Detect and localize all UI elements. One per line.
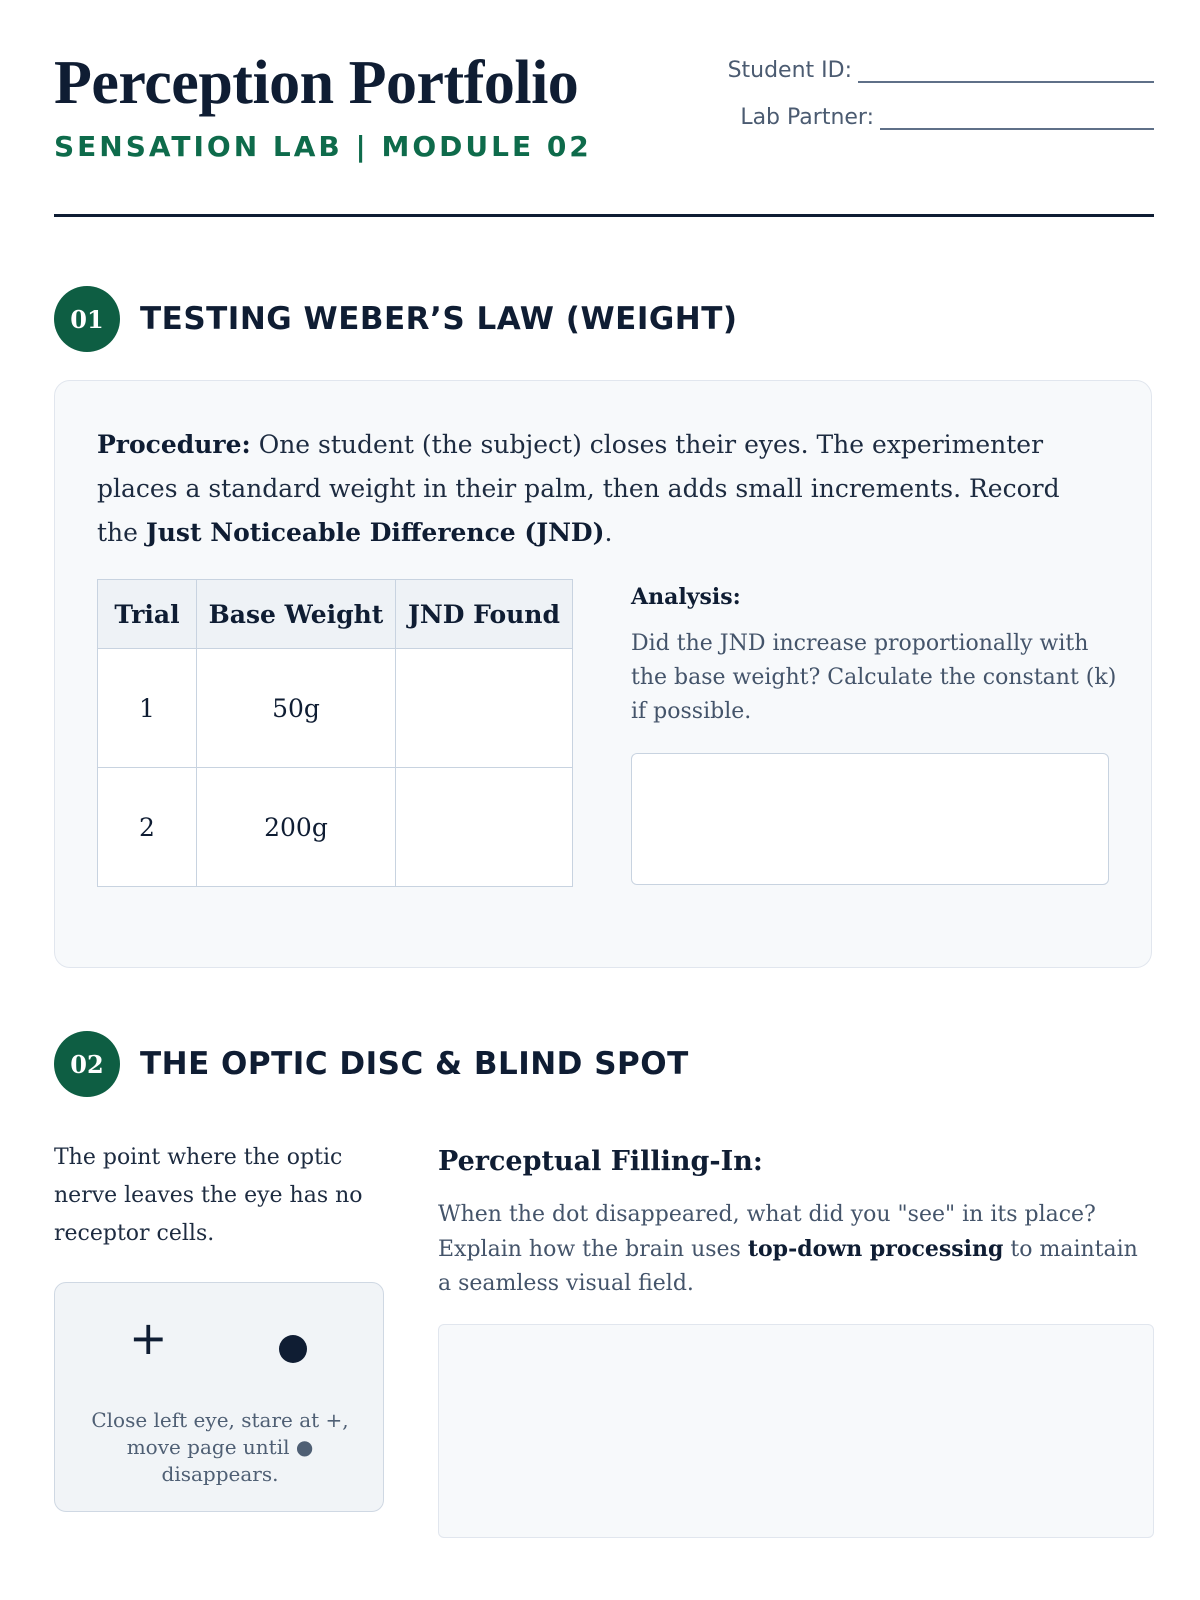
section-1-header — [54, 286, 738, 352]
trial-cell: 2 — [98, 768, 197, 887]
analysis-label: Analysis: — [631, 584, 741, 610]
trial-cell: 1 — [98, 649, 197, 768]
filling-in-term: top-down processing — [747, 1236, 1004, 1262]
section-title: THE OPTIC DISC & BLIND SPOT — [140, 1046, 689, 1082]
demo-caption: Close left eye, stare at +, move page until ● disappears. — [91, 1408, 349, 1486]
procedure-text — [97, 423, 1107, 555]
blind-spot-demo-card — [54, 1282, 384, 1512]
filling-in-title: Perceptual Filling-In: — [438, 1146, 763, 1177]
lab-partner-field[interactable] — [880, 108, 1154, 130]
column-header: JND Found — [396, 580, 573, 649]
filling-in-answer-box[interactable] — [438, 1324, 1154, 1538]
lab-partner-label: Lab Partner: — [740, 105, 874, 130]
student-id-field[interactable] — [858, 61, 1154, 83]
jnd-found-cell[interactable] — [396, 768, 573, 887]
column-header: Trial — [98, 580, 197, 649]
column-header: Base Weight — [197, 580, 396, 649]
optic-disc-description: The point where the optic nerve leaves the eye has no receptor cells. — [54, 1145, 363, 1246]
lab-partner-row — [740, 105, 1154, 130]
filling-in-text-2: to maintain a seamless visual field. — [438, 1237, 1138, 1296]
header-divider — [54, 214, 1154, 217]
section-2-header — [54, 1031, 689, 1097]
page-subtitle: SENSATION LAB | MODULE 02 — [54, 130, 592, 163]
procedure-body: One student (the subject) closes their eyes. The experimenter places a standard weight in their palm, then adds small increments. Record the — [97, 430, 1060, 547]
procedure-label: Procedure: — [97, 430, 251, 459]
base-weight-cell: 50g — [197, 649, 396, 768]
table-row — [98, 768, 573, 887]
filling-in-text-1: When the dot disappeared, what did you "see" in its place? Explain how the brain uses — [438, 1202, 1096, 1262]
base-weight-cell: 200g — [197, 768, 396, 887]
table-row — [98, 649, 573, 768]
table-header-row — [98, 580, 573, 649]
procedure-term: Just Noticeable Difference (JND) — [145, 518, 605, 547]
analysis-answer-box[interactable] — [631, 753, 1109, 885]
section-number-badge: 02 — [54, 1031, 120, 1097]
plus-icon: + — [129, 1311, 168, 1365]
jnd-table — [97, 579, 573, 887]
page-title: Perception Portfolio — [54, 49, 579, 117]
section-number-badge: 01 — [54, 286, 120, 352]
dot-icon — [279, 1335, 307, 1363]
jnd-found-cell[interactable] — [396, 649, 573, 768]
analysis-prompt: Did the JND increase proportionally with the base weight? Calculate the constant (k) if possible. — [631, 631, 1117, 724]
student-id-label: Student ID: — [727, 58, 852, 83]
filling-in-prompt — [438, 1198, 1154, 1301]
section-title: TESTING WEBER’S LAW (WEIGHT) — [140, 301, 738, 337]
weber-law-card — [54, 380, 1152, 968]
student-id-row — [728, 58, 1154, 83]
procedure-end: . — [604, 518, 613, 547]
